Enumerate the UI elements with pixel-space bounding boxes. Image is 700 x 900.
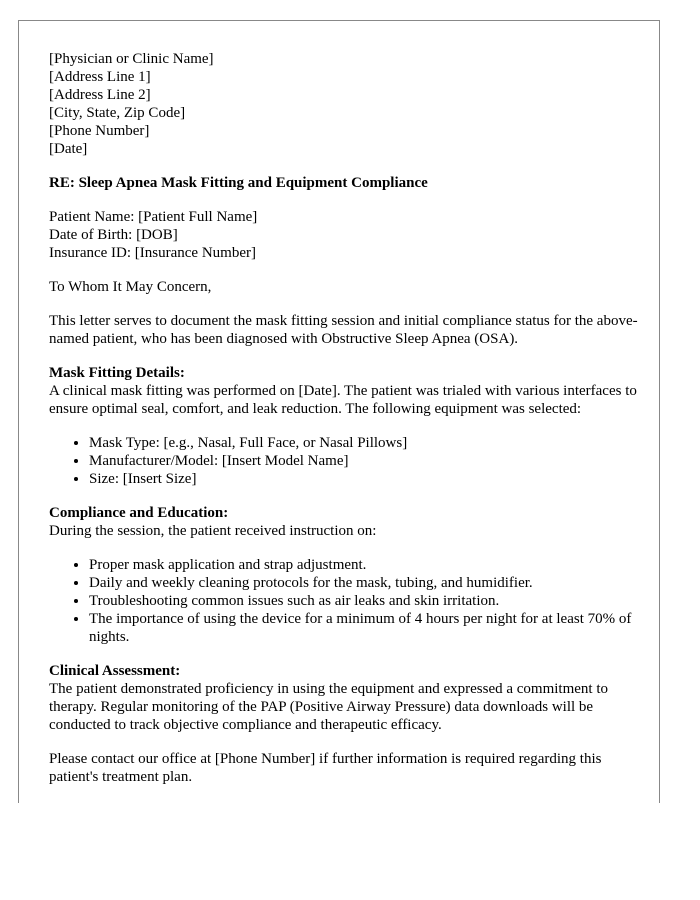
- list-item: • Size: [Insert Size]: [89, 470, 639, 488]
- compliance-heading: Compliance and Education:: [49, 505, 229, 521]
- patient-insurance: Insurance ID: [Insurance Number]: [49, 245, 256, 261]
- list-item: • Mask Type: [e.g., Nasal, Full Face, or Nasal Pillows]: [89, 434, 639, 452]
- intro-paragraph: This letter serves to document the mask fitting session and initial compliance status for the above-named patient, who has been diagnosed with Obstructive Sleep Apnea (OSA).: [49, 313, 638, 347]
- list-item: • Daily and weekly cleaning protocols for the mask, tubing, and humidifier.: [89, 574, 639, 592]
- patient-name: Patient Name: [Patient Full Name]: [49, 209, 258, 225]
- mask-fitting-heading: Mask Fitting Details:: [49, 365, 185, 381]
- patient-dob: Date of Birth: [DOB]: [49, 227, 178, 243]
- salutation: To Whom It May Concern,: [49, 279, 212, 295]
- sender-address-line-1: [Address Line 1]: [49, 69, 151, 85]
- list-item: • Manufacturer/Model: [Insert Model Name]: [89, 452, 639, 470]
- compliance-list: [49, 556, 639, 646]
- compliance-text: During the session, the patient received instruction on:: [49, 523, 377, 539]
- sender-block: [49, 50, 639, 158]
- compliance-section: [49, 504, 639, 646]
- sender-city-state-zip: [City, State, Zip Code]: [49, 105, 186, 121]
- assessment-text: The patient demonstrated proficiency in using the equipment and expressed a commitment to therapy. Regular monitoring of the PAP (Positive Airway Pressure) data downloads will be conducted to track objective compliance and therapeutic efficacy.: [49, 681, 609, 733]
- list-item: • Proper mask application and strap adjustment.: [89, 556, 639, 574]
- sender-address-line-2: [Address Line 2]: [49, 87, 151, 103]
- patient-info-block: [49, 208, 639, 262]
- list-item: • The importance of using the device for a minimum of 4 hours per night for at least 70% of nights.: [89, 610, 639, 646]
- mask-fitting-section: [49, 364, 639, 488]
- letter-page: [18, 20, 660, 803]
- assessment-section: [49, 662, 639, 734]
- mask-fitting-list: [49, 434, 639, 488]
- sender-name: [Physician or Clinic Name]: [49, 51, 214, 67]
- closing-paragraph: Please contact our office at [Phone Number] if further information is required regarding this patient's treatment plan.: [49, 751, 602, 785]
- mask-fitting-text: A clinical mask fitting was performed on [Date]. The patient was trialed with various interfaces to ensure optimal seal, comfort, and leak reduction. The following equipment was selected:: [49, 383, 637, 417]
- sender-phone: [Phone Number]: [49, 123, 150, 139]
- subject-line: RE: Sleep Apnea Mask Fitting and Equipment Compliance: [49, 175, 428, 191]
- list-item: • Troubleshooting common issues such as air leaks and skin irritation.: [89, 592, 639, 610]
- letter-content: [49, 50, 639, 802]
- letter-date: [Date]: [49, 141, 88, 157]
- assessment-heading: Clinical Assessment:: [49, 663, 181, 679]
